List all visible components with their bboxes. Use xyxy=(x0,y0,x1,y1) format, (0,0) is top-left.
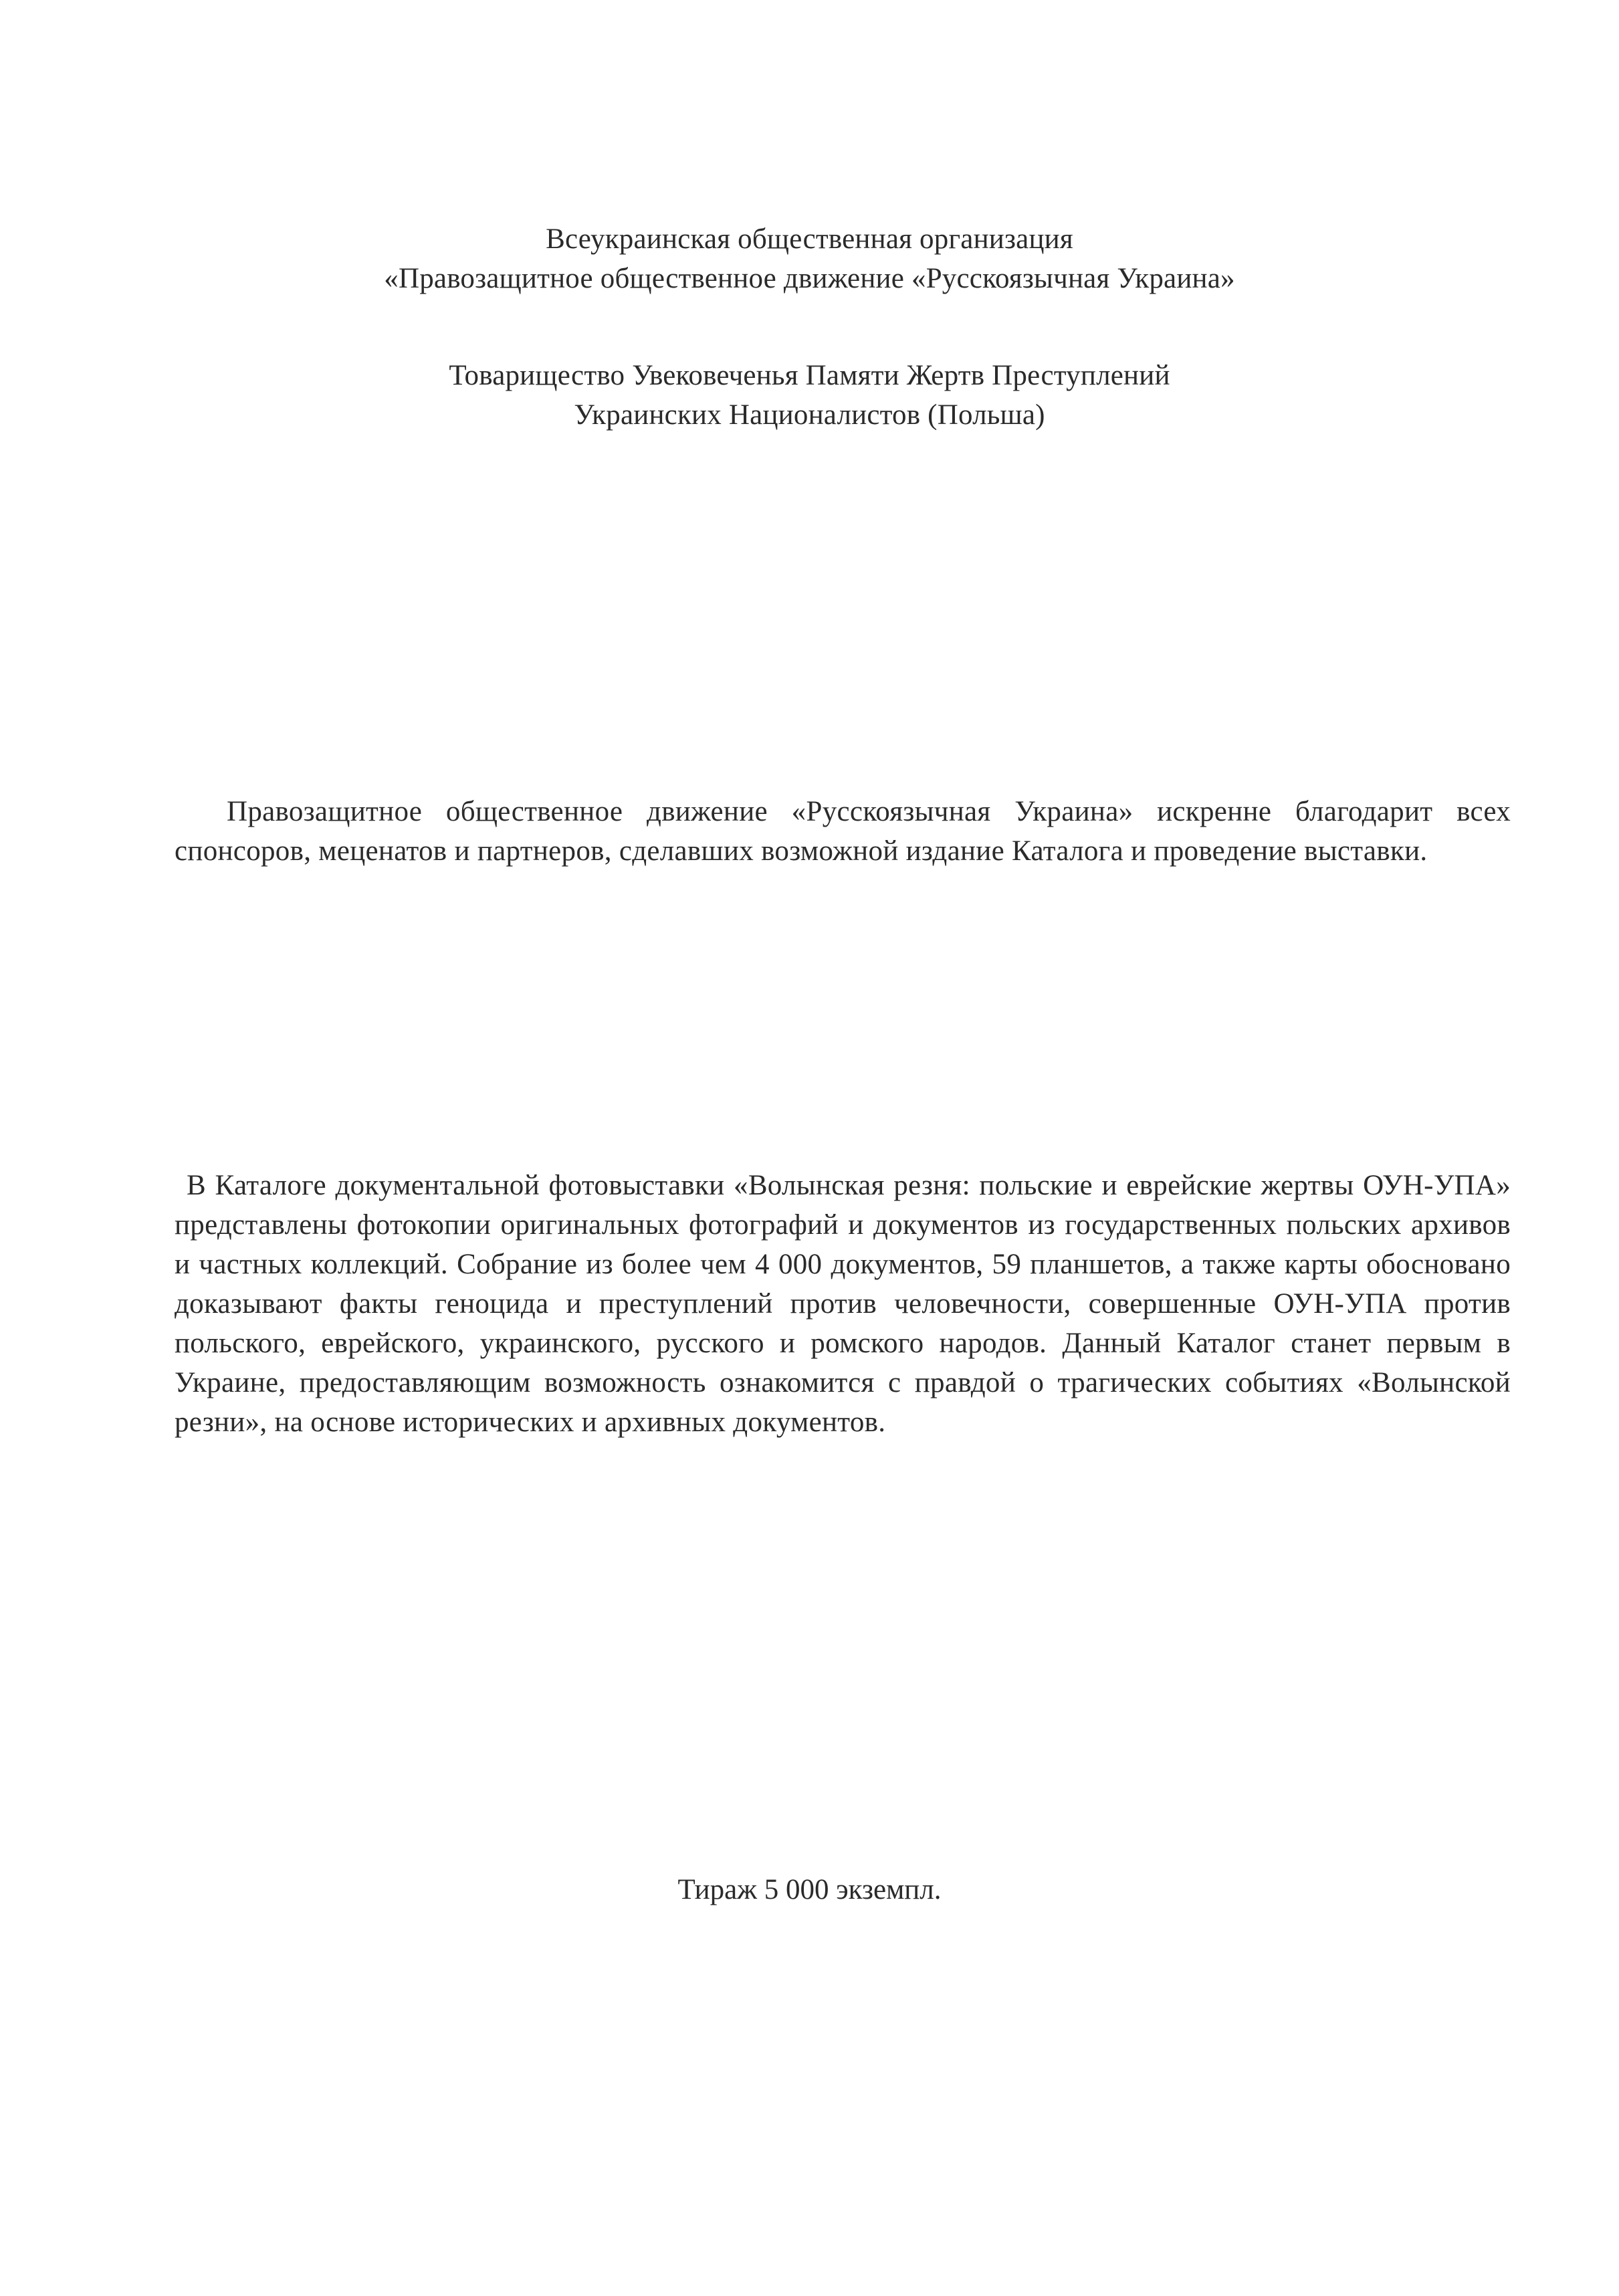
organization-header xyxy=(0,219,1619,298)
print-run-note: Тираж 5 000 экземпл. xyxy=(677,1874,942,1905)
acknowledgement-paragraph: Правозащитное общественное движение «Русскоязычная Украина» искренне благодарит всех спонсоров, меценатов и партнеров, сделавших возможной издание Каталога и проведение выставки. xyxy=(175,796,1511,867)
organization-line-2: «Правозащитное общественное движение «Русскоязычная Украина» xyxy=(384,263,1235,294)
partner-line-1: Товарищество Увековеченья Памяти Жертв Преступлений xyxy=(449,360,1170,391)
catalog-description-paragraph: В Каталоге документальной фотовыставки «Волынская резня: польские и еврейские жертвы ОУН-УПА» представлены фотокопии оригинальных фотографий и документов из государственных польских архивов и частных коллекций. Собрание из более чем 4 000 документов, 59 планшетов, а также карты обосновано доказывают факты геноцида и преступлений против человечности, совершенные ОУН-УПА против польского, еврейского, украинского, русского и ромского народов. Данный Каталог станет первым в Украине, предоставляющим возможность ознакомится с правдой о трагических событиях «Волынской резни», на основе исторических и архивных документов. xyxy=(175,1170,1511,1438)
partner-line-2: Украинских Националистов (Польша) xyxy=(574,399,1045,431)
partner-organization-header xyxy=(0,356,1619,435)
organization-line-1: Всеукраинская общественная организация xyxy=(546,223,1073,255)
